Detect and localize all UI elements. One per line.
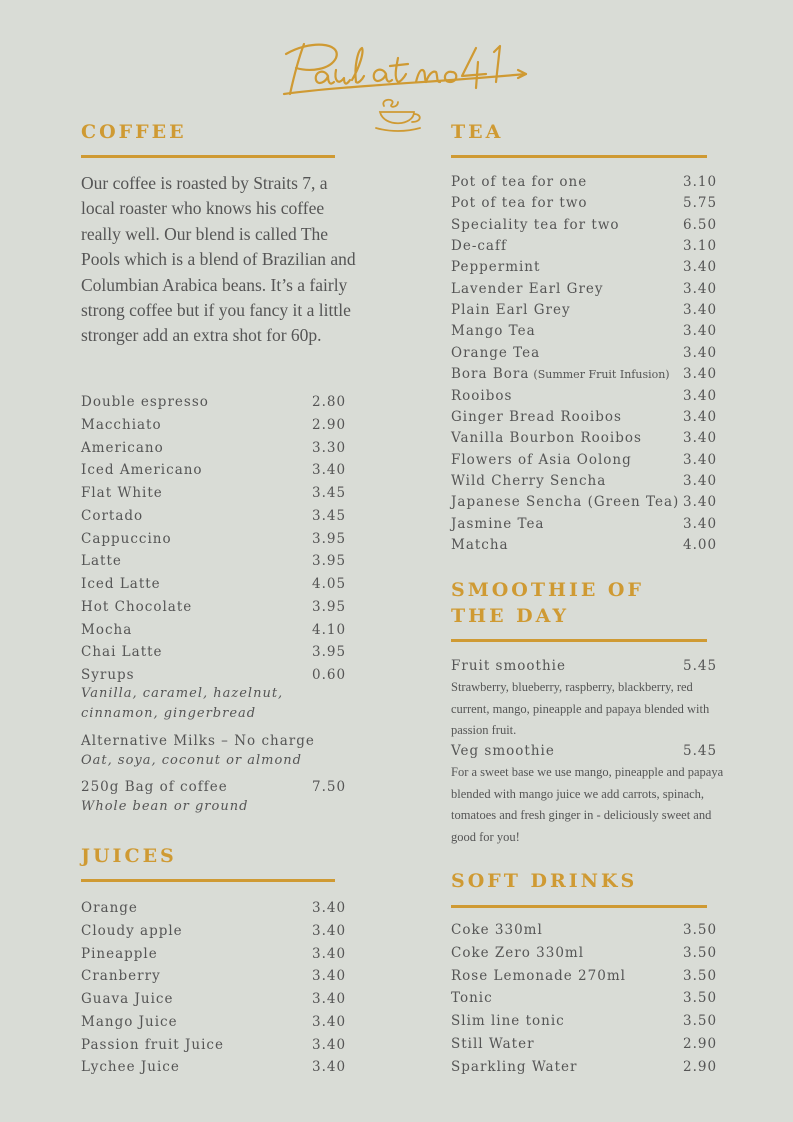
- menu-item-price: 3.50: [683, 922, 718, 938]
- menu-item-row: [451, 1012, 718, 1030]
- menu-item-row: [81, 1013, 347, 1031]
- menu-item-row: [451, 921, 718, 939]
- menu-item-row: [451, 387, 718, 405]
- menu-item-row: [81, 530, 347, 548]
- juices-heading: JUICES: [81, 845, 177, 867]
- menu-item-row: [451, 258, 718, 276]
- menu-item-row: [81, 416, 347, 434]
- menu-item-name: Mango Juice: [81, 1013, 178, 1030]
- menu-item-name: Orange Tea: [451, 344, 541, 361]
- menu-item-price: 3.40: [312, 1013, 347, 1030]
- menu-item-price: 4.00: [683, 536, 718, 553]
- menu-item-price: 5.75: [683, 195, 718, 212]
- menu-item-name: Mango Tea: [451, 323, 536, 340]
- coffee-bag-name: 250g Bag of coffee: [81, 779, 228, 795]
- menu-item-name: Speciality tea for two: [451, 216, 620, 233]
- alt-milks-note: Oat, soya, coconut or almond: [81, 753, 303, 768]
- menu-item-row: [81, 484, 347, 502]
- menu-item-row: [81, 945, 347, 963]
- menu-item-name: Rooibos: [451, 387, 513, 404]
- menu-item-price: 2.80: [312, 394, 347, 410]
- menu-item-row: [451, 216, 718, 234]
- smoothie-divider: [451, 639, 707, 642]
- menu-item-name: Mocha: [81, 621, 133, 638]
- menu-item-price: 0.60: [312, 667, 347, 683]
- menu-item-name: Pot of tea for one: [451, 174, 588, 190]
- menu-item-price: 3.40: [312, 1036, 347, 1053]
- juices-divider: [81, 879, 335, 882]
- menu-item-row: [81, 643, 347, 661]
- tea-divider: [451, 155, 707, 158]
- menu-item-row: [81, 922, 347, 940]
- fruit-smoothie-price: 5.45: [683, 658, 718, 674]
- menu-item-row: [451, 1058, 718, 1076]
- menu-item-price: 2.90: [312, 416, 347, 433]
- menu-item-price: 3.95: [312, 553, 347, 570]
- menu-item-row: [81, 1058, 347, 1076]
- menu-item-name: Jasmine Tea: [451, 515, 545, 532]
- menu-item-name: Bora Bora: [451, 366, 530, 383]
- menu-item-name: Hot Chocolate: [81, 598, 193, 615]
- menu-item-name: Tonic: [451, 990, 493, 1007]
- menu-item-price: 6.50: [683, 216, 718, 233]
- menu-item-row: [81, 552, 347, 570]
- menu-item-name: Latte: [81, 553, 122, 570]
- menu-item-price: 3.40: [683, 472, 718, 489]
- smoothie-heading-line2: THE DAY: [451, 605, 570, 627]
- menu-item-name: Lavender Earl Grey: [451, 280, 604, 297]
- syrups-note-1: Vanilla, caramel, hazelnut,: [81, 686, 284, 701]
- menu-item-name: Japanese Sencha (Green Tea): [451, 494, 680, 511]
- menu-item-row: [451, 322, 718, 340]
- menu-item-name: Coke Zero 330ml: [451, 944, 585, 961]
- menu-item-price: 3.45: [312, 485, 347, 501]
- menu-item-row: [81, 598, 347, 616]
- menu-item-name: Iced Americano: [81, 462, 203, 479]
- menu-item-price: 3.40: [683, 259, 718, 276]
- menu-item-name: Cortado: [81, 507, 144, 524]
- menu-item-extra: (Summer Fruit Infusion): [533, 368, 670, 382]
- menu-item-name: Americano: [81, 439, 164, 456]
- veg-smoothie-desc: For a sweet base we use mango, pineapple and papaya blended with mango juice we add carrots, spinach, tomatoes and fresh ginger in - deliciously sweet and good for you!: [451, 765, 724, 844]
- menu-item-row: [81, 393, 347, 411]
- menu-item-row: [451, 237, 718, 255]
- menu-item-price: 3.40: [312, 922, 347, 939]
- menu-item-row: [81, 461, 347, 479]
- menu-item-row: [451, 472, 718, 490]
- menu-item-price: 3.50: [683, 1013, 718, 1029]
- menu-item-price: 3.40: [683, 430, 718, 447]
- coffee-divider: [81, 155, 335, 158]
- brand-logo: [280, 36, 530, 132]
- menu-item-name: Wild Cherry Sencha: [451, 472, 607, 489]
- menu-item-name: De-caff: [451, 238, 507, 255]
- menu-item-name: Cranberry: [81, 968, 161, 985]
- menu-item-row: [451, 451, 718, 469]
- menu-item-price: 3.40: [312, 900, 347, 916]
- menu-item-name: Ginger Bread Rooibos: [451, 408, 622, 425]
- menu-item-row: [451, 194, 718, 212]
- menu-item-name: Pineapple: [81, 945, 158, 962]
- menu-item-name: Pot of tea for two: [451, 195, 588, 212]
- menu-item-price: 3.40: [683, 366, 718, 383]
- menu-item-price: 3.95: [312, 530, 347, 547]
- menu-item-price: 2.90: [683, 1035, 718, 1052]
- menu-item-row: [451, 408, 718, 426]
- menu-item-price: 3.50: [683, 990, 718, 1007]
- menu-item-row: [81, 666, 347, 684]
- fruit-smoothie-desc: Strawberry, blueberry, raspberry, blackberry, red current, mango, pineapple and papaya blended with passion fruit.: [451, 680, 710, 737]
- menu-item-price: 3.95: [312, 598, 347, 615]
- coffee-bag-price: 7.50: [312, 779, 347, 795]
- menu-item-name: Double espresso: [81, 394, 209, 410]
- menu-item-name: Plain Earl Grey: [451, 302, 571, 319]
- menu-item-name: Macchiato: [81, 416, 162, 433]
- menu-item-price: 3.40: [683, 494, 718, 511]
- menu-item-name: Matcha: [451, 536, 509, 553]
- menu-item-name: Flowers of Asia Oolong: [451, 451, 632, 468]
- menu-item-price: 3.10: [683, 174, 718, 190]
- tea-heading: TEA: [451, 121, 504, 143]
- menu-item-name: Sparkling Water: [451, 1058, 578, 1075]
- menu-item-row: [81, 621, 347, 639]
- menu-item-name: Rose Lemonade 270ml: [451, 967, 626, 984]
- fruit-smoothie-name: Fruit smoothie: [451, 658, 566, 674]
- menu-item-price: 3.95: [312, 644, 347, 661]
- menu-item-price: 3.45: [312, 507, 347, 524]
- menu-item-name: Coke 330ml: [451, 922, 543, 938]
- menu-item-name: Cappuccino: [81, 530, 172, 547]
- menu-item-price: 3.40: [683, 387, 718, 404]
- menu-item-price: 3.40: [312, 968, 347, 985]
- menu-item-row: [81, 575, 347, 593]
- menu-item-row: [451, 967, 718, 985]
- menu-item-row: [451, 173, 718, 191]
- menu-item-row: [451, 515, 718, 533]
- menu-item-name: Orange: [81, 900, 138, 916]
- menu-item-name: Slim line tonic: [451, 1013, 565, 1029]
- menu-item-name: Still Water: [451, 1035, 535, 1052]
- menu-item-price: 3.40: [312, 991, 347, 1007]
- menu-item-price: 3.40: [312, 945, 347, 962]
- menu-item-name: Flat White: [81, 485, 163, 501]
- menu-item-row: [451, 493, 718, 511]
- menu-item-name: Vanilla Bourbon Rooibos: [451, 430, 642, 447]
- menu-item-price: 3.40: [683, 515, 718, 532]
- menu-item-price: 3.50: [683, 967, 718, 984]
- menu-item-price: 3.30: [312, 439, 347, 456]
- menu-item-name: Lychee Juice: [81, 1059, 180, 1076]
- menu-item-row: [81, 990, 347, 1008]
- menu-item-price: 3.10: [683, 238, 718, 255]
- menu-item-row: [451, 301, 718, 319]
- menu-item-price: 4.10: [312, 621, 347, 638]
- veg-smoothie-name: Veg smoothie: [451, 743, 555, 759]
- menu-item-price: 3.40: [683, 323, 718, 340]
- soft-drinks-heading: SOFT DRINKS: [451, 870, 638, 892]
- coffee-bag-row: [81, 778, 347, 796]
- menu-item-row: [451, 944, 718, 962]
- menu-item-price: 3.40: [683, 408, 718, 425]
- menu-item-price: 3.50: [683, 944, 718, 961]
- menu-item-price: 3.40: [312, 462, 347, 479]
- coffee-heading: COFFEE: [81, 121, 187, 143]
- menu-item-row: [451, 280, 718, 298]
- menu-item-price: 3.40: [683, 451, 718, 468]
- menu-item-price: 4.05: [312, 576, 347, 592]
- menu-item-name: Iced Latte: [81, 576, 161, 592]
- menu-item-name: Chai Latte: [81, 644, 163, 661]
- menu-item-price: 3.40: [683, 344, 718, 361]
- menu-item-name: Passion fruit Juice: [81, 1036, 224, 1053]
- menu-item-price: 3.40: [683, 280, 718, 297]
- menu-item-name: Guava Juice: [81, 991, 174, 1007]
- veg-smoothie-row: [451, 742, 718, 760]
- menu-item-row: [81, 967, 347, 985]
- menu-item-row: [81, 507, 347, 525]
- veg-smoothie-price: 5.45: [683, 743, 718, 759]
- coffee-bag-note: Whole bean or ground: [81, 799, 249, 814]
- menu-item-row: [81, 899, 347, 917]
- alt-milks: Alternative Milks – No charge: [81, 733, 315, 749]
- menu-item-row: [81, 1036, 347, 1054]
- menu-item-row: [451, 989, 718, 1007]
- menu-item-row: [451, 344, 718, 362]
- menu-item-price: 3.40: [683, 302, 718, 319]
- menu-item-name: Peppermint: [451, 259, 541, 276]
- menu-item-price: 3.40: [312, 1059, 347, 1076]
- syrups-note-2: cinnamon, gingerbread: [81, 706, 257, 721]
- menu-item-name: Syrups: [81, 667, 135, 683]
- menu-item-name: Cloudy apple: [81, 922, 183, 939]
- menu-item-row: [451, 1035, 718, 1053]
- smoothie-heading-line1: SMOOTHIE OF: [451, 579, 644, 601]
- menu-item-row: [81, 439, 347, 457]
- fruit-smoothie-row: [451, 657, 718, 675]
- menu-item-row: [451, 365, 718, 384]
- menu-item-row: [451, 536, 718, 554]
- menu-item-row: [451, 429, 718, 447]
- coffee-intro: Our coffee is roasted by Straits 7, a local roaster who knows his coffee really well. Our blend is called The Pools which is a blend of Brazilian and Columbian Arabica beans. It’s a fairly strong coffee but if you fancy it a little stronger add an extra shot for 60p.: [81, 173, 356, 346]
- menu-item-price: 2.90: [683, 1058, 718, 1075]
- soft-drinks-divider: [451, 905, 707, 908]
